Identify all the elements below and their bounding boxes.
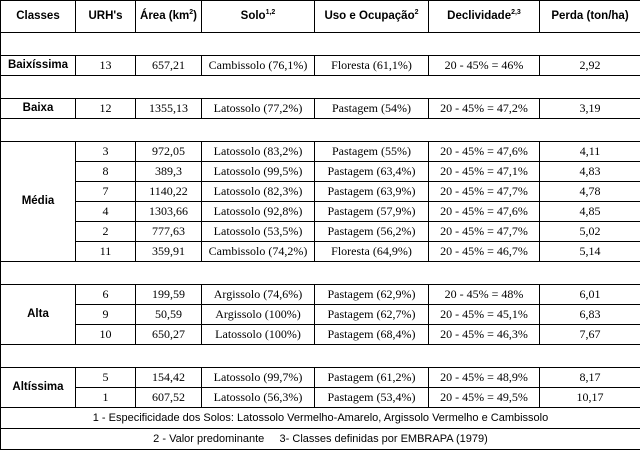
perda-cell: 5,02 xyxy=(540,222,640,242)
uso-cell: Pastagem (54%) xyxy=(315,99,429,119)
declividade-cell: 20 - 45% = 46,7% xyxy=(429,242,540,262)
header-classes: Classes xyxy=(1,1,76,33)
solo-cell: Cambissolo (76,1%) xyxy=(202,56,315,76)
class-label-alta: Alta xyxy=(1,285,76,345)
perda-cell: 5,14 xyxy=(540,242,640,262)
table-row xyxy=(1,305,640,325)
table-row xyxy=(1,242,640,262)
urh-cell: 3 xyxy=(76,142,136,162)
table-row xyxy=(1,99,640,119)
declividade-cell: 20 - 45% = 47,6% xyxy=(429,142,540,162)
area-cell: 199,59 xyxy=(136,285,202,305)
table-row xyxy=(1,222,640,242)
uso-cell: Floresta (61,1%) xyxy=(315,56,429,76)
table-row xyxy=(1,285,640,305)
urh-cell: 6 xyxy=(76,285,136,305)
urh-cell: 5 xyxy=(76,368,136,388)
table-row xyxy=(1,142,640,162)
solo-cell: Latossolo (100%) xyxy=(202,325,315,345)
declividade-cell: 20 - 45% = 47,7% xyxy=(429,182,540,202)
urh-cell: 2 xyxy=(76,222,136,242)
perda-cell: 2,92 xyxy=(540,56,640,76)
urh-cell: 10 xyxy=(76,325,136,345)
perda-cell: 6,83 xyxy=(540,305,640,325)
perda-cell: 10,17 xyxy=(540,388,640,408)
solo-cell: Latossolo (53,5%) xyxy=(202,222,315,242)
urh-cell: 9 xyxy=(76,305,136,325)
uso-cell: Pastagem (63,4%) xyxy=(315,162,429,182)
spacer-row xyxy=(1,76,640,99)
uso-cell: Pastagem (56,2%) xyxy=(315,222,429,242)
footnote-1: 1 - Especificidade dos Solos: Latossolo Vermelho-Amarelo, Argissolo Vermelho e Cambissolo xyxy=(1,408,640,429)
declividade-cell: 20 - 45% = 46,3% xyxy=(429,325,540,345)
header-area: Área $(km^2)$ xyxy=(136,1,202,33)
area-cell: 1303,66 xyxy=(136,202,202,222)
perda-cell: 8,17 xyxy=(540,368,640,388)
table-row xyxy=(1,182,640,202)
perda-cell: 3,19 xyxy=(540,99,640,119)
uso-cell: Pastagem (55%) xyxy=(315,142,429,162)
solo-cell: Latossolo (99,5%) xyxy=(202,162,315,182)
table-row xyxy=(1,388,640,408)
uso-cell: Pastagem (61,2%) xyxy=(315,368,429,388)
class-label-baixissima: Baixíssima xyxy=(1,56,76,76)
area-cell: 1355,13 xyxy=(136,99,202,119)
solo-cell: Latossolo (82,3%) xyxy=(202,182,315,202)
solo-cell: Argissolo (74,6%) xyxy=(202,285,315,305)
area-cell: 972,05 xyxy=(136,142,202,162)
header-solo: Solo$^{1,2}$ xyxy=(202,1,315,33)
area-cell: 777,63 xyxy=(136,222,202,242)
uso-cell: Pastagem (57,9%) xyxy=(315,202,429,222)
table-row xyxy=(1,325,640,345)
declividade-cell: 20 - 45% = 48,9% xyxy=(429,368,540,388)
uso-cell: Pastagem (62,7%) xyxy=(315,305,429,325)
solo-cell: Latossolo (56,3%) xyxy=(202,388,315,408)
perda-cell: 4,11 xyxy=(540,142,640,162)
area-cell: 154,42 xyxy=(136,368,202,388)
solo-cell: Argissolo (100%) xyxy=(202,305,315,325)
declividade-cell: 20 - 45% = 47,6% xyxy=(429,202,540,222)
footnote-row xyxy=(1,429,640,450)
solo-cell: Latossolo (92,8%) xyxy=(202,202,315,222)
urh-cell: 8 xyxy=(76,162,136,182)
uso-cell: Floresta (64,9%) xyxy=(315,242,429,262)
declividade-cell: 20 - 45% = 46% xyxy=(429,56,540,76)
header-perda: Perda (ton/ha) xyxy=(540,1,640,33)
header-row xyxy=(1,1,640,33)
uso-cell: Pastagem (62,9%) xyxy=(315,285,429,305)
urh-cell: 11 xyxy=(76,242,136,262)
uso-cell: Pastagem (53,4%) xyxy=(315,388,429,408)
table-row xyxy=(1,202,640,222)
urh-cell: 4 xyxy=(76,202,136,222)
footnote-row xyxy=(1,408,640,429)
urh-cell: 1 xyxy=(76,388,136,408)
header-uso: Uso e Ocupação$^2$ xyxy=(315,1,429,33)
perda-cell: 6,01 xyxy=(540,285,640,305)
perda-cell: 4,78 xyxy=(540,182,640,202)
footnote-2: 2 - Valor predominante 3- Classes definidas por EMBRAPA (1979) xyxy=(1,429,640,450)
uso-cell: Pastagem (63,9%) xyxy=(315,182,429,202)
header-declividade: Declividade$^{2,3}$ xyxy=(429,1,540,33)
area-cell: 50,59 xyxy=(136,305,202,325)
table-row xyxy=(1,162,640,182)
perda-cell: 4,85 xyxy=(540,202,640,222)
declividade-cell: 20 - 45% = 47,7% xyxy=(429,222,540,242)
perda-cell: 7,67 xyxy=(540,325,640,345)
urh-cell: 13 xyxy=(76,56,136,76)
area-cell: 657,21 xyxy=(136,56,202,76)
area-cell: 359,91 xyxy=(136,242,202,262)
urh-cell: 12 xyxy=(76,99,136,119)
class-label-altissima: Altíssima xyxy=(1,368,76,408)
solo-cell: Latossolo (99,7%) xyxy=(202,368,315,388)
solo-cell: Latossolo (77,2%) xyxy=(202,99,315,119)
table-row xyxy=(1,368,640,388)
urh-cell: 7 xyxy=(76,182,136,202)
declividade-cell: 20 - 45% = 45,1% xyxy=(429,305,540,325)
spacer-row xyxy=(1,33,640,56)
solo-cell: Latossolo (83,2%) xyxy=(202,142,315,162)
spacer-row xyxy=(1,119,640,142)
spacer-row xyxy=(1,262,640,285)
declividade-cell: 20 - 45% = 48% xyxy=(429,285,540,305)
declividade-cell: 20 - 45% = 47,2% xyxy=(429,99,540,119)
declividade-cell: 20 - 45% = 47,1% xyxy=(429,162,540,182)
area-cell: 607,52 xyxy=(136,388,202,408)
class-label-baixa: Baixa xyxy=(1,99,76,119)
table-row xyxy=(1,56,640,76)
area-cell: 650,27 xyxy=(136,325,202,345)
uso-cell: Pastagem (68,4%) xyxy=(315,325,429,345)
declividade-cell: 20 - 45% = 49,5% xyxy=(429,388,540,408)
spacer-row xyxy=(1,345,640,368)
area-cell: 1140,22 xyxy=(136,182,202,202)
class-label-media: Média xyxy=(1,142,76,262)
header-urh: URH's xyxy=(76,1,136,33)
solo-cell: Cambissolo (74,2%) xyxy=(202,242,315,262)
area-cell: 389,3 xyxy=(136,162,202,182)
perda-cell: 4,83 xyxy=(540,162,640,182)
